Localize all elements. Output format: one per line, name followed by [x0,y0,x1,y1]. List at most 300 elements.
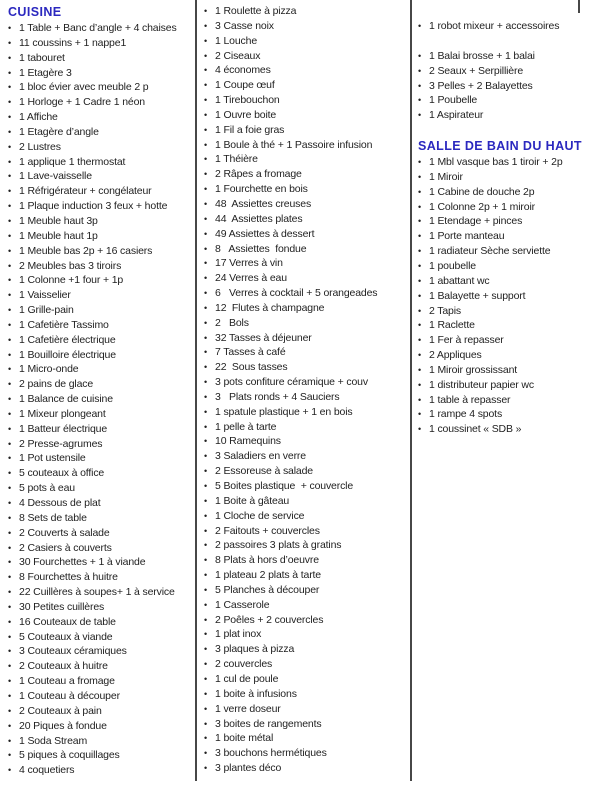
list-item [204,271,408,286]
bullet-icon: • [8,260,12,271]
bullet-icon: • [204,50,208,61]
list-item [204,479,408,494]
list-item [204,627,408,642]
bullet-icon: • [204,124,208,135]
list-item-text: 2 Lustres [19,140,61,153]
list-item-text: 1 Cafetière Tassimo [19,318,109,331]
bullet-icon: • [204,510,208,521]
list-item-text: 32 Tasses à déjeuner [215,331,312,344]
list-item-text: 2 Casiers à couverts [19,541,112,554]
bullet-icon: • [204,347,208,358]
list-item-text: 1 Affiche [19,111,58,124]
bullet-icon: • [418,95,422,106]
list-item [204,761,408,776]
list-item-text: 3 boites de rangements [215,717,322,730]
bullet-icon: • [204,228,208,239]
list-item-text: 2 passoires 3 plats à gratins [215,539,342,552]
list-item-text: 1 table à repasser [429,393,511,406]
list-item-text: 1 Micro-onde [19,363,79,376]
bullet-icon: • [8,171,12,182]
list-item [204,464,408,479]
bullet-icon: • [204,599,208,610]
bullet-icon: • [418,275,422,286]
list-item-text: 2 Bols [215,316,249,329]
bullet-icon: • [8,275,12,286]
bullet-icon: • [204,644,208,655]
list-item-text: 1 Aspirateur [429,109,484,122]
bullet-icon: • [8,557,12,568]
bullet-icon: • [418,201,422,212]
list-item-text: 3 Plats ronds + 4 Sauciers [215,390,340,403]
list-item-text: 1 Balance de cuisine [19,393,113,406]
list-item [8,585,194,600]
list-item-text: 2 Ciseaux [215,49,261,62]
bullet-icon: • [418,409,422,420]
list-item [8,451,194,466]
list-item [8,184,194,199]
bullet-icon: • [8,705,12,716]
list-item-text: 1 Cafetière électrique [19,333,116,346]
list-item-text: 5 Couteaux à viande [19,630,113,643]
list-item-text: 2 pains de glace [19,378,94,391]
list-item [204,301,408,316]
bullet-icon: • [204,629,208,640]
list-item [204,687,408,702]
list-item-text: 1 Casserole [215,598,270,611]
bullet-icon: • [8,141,12,152]
bullet-icon: • [204,421,208,432]
bullet-icon: • [8,423,12,434]
list-item-text: 3 Saladiers en verre [215,450,306,463]
bullet-icon: • [204,466,208,477]
bullet-icon: • [8,82,12,93]
list-item-text: 4 économes [215,64,271,77]
list-item-text: 2 Seaux + Serpillière [429,64,524,77]
bullet-icon: • [8,37,12,48]
list-item [8,199,194,214]
bullet-icon: • [418,80,422,91]
list-item [418,170,600,185]
bullet-icon: • [8,646,12,657]
list-item-text: 1 Soda Stream [19,734,88,747]
list-item [204,672,408,687]
list-item [204,4,408,19]
list-item [204,553,408,568]
list-item-text: 1 Fourchette en bois [215,183,308,196]
list-item-text: 5 couteaux à office [19,467,105,480]
list-item-text: 6 Verres à cocktail + 5 orangeades [215,287,378,300]
bullet-icon: • [204,198,208,209]
bullet-icon: • [204,317,208,328]
list-item [8,600,194,615]
list-item [8,496,194,511]
bullet-icon: • [418,290,422,301]
bullet-icon: • [8,364,12,375]
list-item-text: 3 Casse noix [215,19,274,32]
list-item [8,719,194,734]
bullet-icon: • [204,525,208,536]
bullet-icon: • [204,6,208,16]
list-item-text: 1 Etendage + pinces [429,215,523,228]
list-item [8,95,194,110]
bullet-icon: • [204,377,208,388]
list-item [8,21,194,36]
list-item-text: 1 Cloche de service [215,509,305,522]
list-item-text: 1 Raclette [429,319,475,332]
list-item [204,345,408,360]
list-item-text: 1 Fil a foie gras [215,123,285,136]
list-item-text: 1 Balai brosse + 1 balai [429,49,535,62]
bullet-icon: • [418,157,422,168]
bullet-icon: • [418,394,422,405]
list-item [8,155,194,170]
list-item [8,169,194,184]
list-item-text: 1 Miroir [429,170,463,183]
bullet-icon: • [8,201,12,212]
list-item-text: 12 Flutes à champagne [215,301,325,314]
list-item-text: 1 robot mixeur + accessoires [429,20,560,32]
list-item-text: 1 Miroir grossissant [429,363,518,376]
list-item-text: 8 Fourchettes à huitre [19,571,118,584]
list-item [418,289,600,304]
bullet-icon: • [8,215,12,226]
bullet-icon: • [8,720,12,731]
list-item [204,242,408,257]
list-item [8,377,194,392]
bullet-icon: • [418,364,422,375]
list-item [204,197,408,212]
list-item [204,509,408,524]
list-item-text: 3 plaques à pizza [215,643,295,656]
bullet-icon: • [204,659,208,670]
bullet-icon: • [204,748,208,759]
list-item [204,642,408,657]
list-item [204,138,408,153]
list-item-text: 1 Vaisselier [19,289,71,302]
bullet-icon: • [8,52,12,63]
list-item-text: 1 cul de poule [215,672,279,685]
bullet-icon: • [418,50,422,61]
list-item-text: 1 Meuble haut 1p [19,229,98,242]
list-item [8,630,194,645]
list-item [418,378,600,393]
bullet-icon: • [204,80,208,91]
list-item [204,123,408,138]
bullet-icon: • [204,495,208,506]
bullet-icon: • [204,555,208,566]
list-item [204,182,408,197]
list-item [204,583,408,598]
list-item-text: 1 Bouilloire électrique [19,348,116,361]
list-item-text: 8 Assiettes fondue [215,242,307,255]
list-item [204,167,408,182]
list-item-text: 44 Assiettes plates [215,212,303,225]
list-item-text: 2 Essoreuse à salade [215,465,313,478]
bullet-icon: • [8,750,12,761]
section-header: CUISINE [8,5,62,19]
list-item-text: 24 Verres à eau [215,272,287,285]
list-item-text: 1 distributeur papier wc [429,378,534,391]
list-item-text: 1 Meuble bas 2p + 16 casiers [19,244,153,257]
list-item [8,541,194,556]
bullet-icon: • [8,230,12,241]
list-item [204,212,408,227]
bullet-icon: • [418,320,422,331]
list-item [204,19,408,34]
table-border-stub [578,0,580,13]
bullet-icon: • [204,95,208,106]
list-item-text: 22 Cuillères à soupes+ 1 à service [19,586,175,599]
list-item [204,49,408,64]
bullet-icon: • [8,676,12,687]
bullet-icon: • [8,126,12,137]
bullet-icon: • [8,97,12,108]
list-item-text: 2 Râpes a fromage [215,168,302,181]
list-item-text: 2 Tapis [429,304,462,317]
list-item [8,674,194,689]
list-item [204,568,408,583]
list-item [204,360,408,375]
column-divider-left [195,0,197,781]
list-item-text: 1 rampe 4 spots [429,408,503,421]
list-item [204,78,408,93]
list-item [8,140,194,155]
list-item-text: 22 Sous tasses [215,361,288,374]
list-item [204,524,408,539]
bullet-icon: • [8,23,12,33]
list-item [8,555,194,570]
list-item [418,393,600,408]
list-item-text: 1 Tirebouchon [215,94,280,107]
list-item-text: 1 pelle à tarte [215,420,277,433]
list-item-text: 1 Table + Banc d’angle + 4 chaises [19,22,177,34]
list-item [8,570,194,585]
list-item-text: 4 Dessous de plat [19,497,101,509]
bullet-icon: • [204,332,208,343]
list-item-text: 11 coussins + 1 nappe1 [19,36,127,49]
list-item [418,363,600,378]
list-item [8,748,194,763]
list-item-text: 1 Couteau a fromage [19,675,115,688]
bullet-icon: • [8,290,12,301]
bullet-icon: • [204,673,208,684]
bullet-icon: • [8,394,12,405]
list-item-text: 1 Couteau à découper [19,689,120,702]
list-item-text: 1 Colonne 2p + 1 miroir [429,200,535,213]
list-item-text: 1 tabouret [19,51,65,64]
bullet-icon: • [204,451,208,462]
list-item-text: 49 Assiettes à dessert [215,227,315,240]
list-item-text: 5 piques à coquillages [19,749,120,762]
bullet-icon: • [204,540,208,551]
list-item-text: 1 Ouvre boite [215,108,277,121]
bullet-icon: • [8,305,12,316]
list-item [8,259,194,274]
list-item [8,526,194,541]
list-item-text: 7 Tasses à café [215,346,286,359]
list-item [204,331,408,346]
bullet-icon: • [8,601,12,612]
bullet-icon: • [204,258,208,269]
list-section [418,138,600,437]
list-item-text: 1 Mixeur plongeant [19,407,106,420]
bullet-icon: • [8,67,12,78]
list-item [204,731,408,746]
list-item-text: 1 Lave-vaisselle [19,170,92,183]
list-item-text: 2 Faitouts + couvercles [215,524,320,537]
list-item-text: 1 Cabine de douche 2p [429,185,535,198]
list-item [418,274,600,289]
bullet-icon: • [8,112,12,123]
list-item-text: 2 Couverts à salade [19,526,110,539]
list-item-text: 1 Poubelle [429,94,478,107]
list-item-text: 1 Batteur électrique [19,422,108,435]
list-item [204,494,408,509]
list-item-text: 1 bloc évier avec meuble 2 p [19,81,149,94]
list-item-text: 1 spatule plastique + 1 en bois [215,405,353,418]
list-item [418,19,600,34]
bullet-icon: • [204,406,208,417]
column-cuisine [8,0,194,778]
bullet-icon: • [204,718,208,729]
list-item-text: 1 Coupe œuf [215,79,275,92]
list-item-text: 1 boite métal [215,732,274,745]
list-item [8,80,194,95]
bullet-icon: • [8,156,12,167]
bullet-icon: • [204,570,208,581]
list-item-text: 1 Grille-pain [19,304,74,317]
list-item [204,717,408,732]
bullet-icon: • [8,334,12,345]
list-item-text: 2 Couteaux à huitre [19,660,108,673]
bullet-icon: • [8,735,12,746]
list-item [418,64,600,79]
bullet-icon: • [204,763,208,774]
list-item-text: 1 Colonne +1 four + 1p [19,274,124,287]
list-item [8,110,194,125]
list-item [204,375,408,390]
bullet-icon: • [8,438,12,449]
bullet-icon: • [8,690,12,701]
list-item [418,407,600,422]
bullet-icon: • [8,587,12,598]
list-item-text: 1 Réfrigérateur + congélateur [19,185,152,198]
list-item-text: 1 Balayette + support [429,289,526,302]
bullet-icon: • [8,527,12,538]
list-item-text: 1 Etagère d’angle [19,125,99,138]
bullet-icon: • [204,154,208,165]
bullet-icon: • [8,631,12,642]
bullet-icon: • [204,733,208,744]
list-item [204,434,408,449]
bullet-icon: • [418,424,422,435]
list-item-text: 2 Presse-agrumes [19,437,103,450]
list-item-text: 48 Assiettes creuses [215,197,312,210]
list-item-text: 1 Mbl vasque bas 1 tiroir + 2p [429,156,563,169]
list-section [418,49,600,123]
list-item [8,422,194,437]
list-item-text: 1 abattant wc [429,274,490,287]
list-item-text: 1 Etagère 3 [19,66,72,79]
list-item [8,36,194,51]
list-item-text: 1 Boule à thé + 1 Passoire infusion [215,138,373,151]
list-item-text: 2 Meubles bas 3 tiroirs [19,259,122,272]
list-item [204,286,408,301]
bullet-icon: • [418,171,422,182]
list-item [204,256,408,271]
bullet-icon: • [204,481,208,491]
list-item [8,392,194,407]
bullet-icon: • [8,498,12,508]
list-item-text: 17 Verres à vin [215,257,283,270]
bullet-icon: • [8,542,12,553]
list-item [418,93,600,108]
list-item [204,657,408,672]
list-item-text: 1 applique 1 thermostat [19,155,126,168]
list-item-text: 1 Louche [215,34,258,47]
bullet-icon: • [418,21,422,31]
bullet-icon: • [418,379,422,390]
list-item-text: 1 Pot ustensile [19,452,86,465]
list-item [8,333,194,348]
list-item-text: 1 Boite à gâteau [215,494,290,507]
bullet-icon: • [418,110,422,121]
bullet-icon: • [418,260,422,271]
bullet-icon: • [8,572,12,583]
list-item-text: 1 plat inox [215,628,262,641]
list-item [8,689,194,704]
list-item-text: 10 Ramequins [215,435,281,448]
list-item-text: 2 couvercles [215,658,273,671]
list-item [8,763,194,778]
section-header: SALLE DE BAIN DU HAUT [418,139,582,154]
list-item-text: 1 coussinet « SDB » [429,423,522,436]
bullet-icon: • [8,468,12,479]
list-item [8,466,194,481]
bullet-icon: • [8,245,12,256]
list-item [204,108,408,123]
list-item [8,659,194,674]
bullet-icon: • [8,453,12,464]
list-item [8,511,194,526]
list-item [204,405,408,420]
list-item [8,734,194,749]
list-item-text: 3 bouchons hermétiques [215,747,327,760]
list-item [418,304,600,319]
list-item [418,318,600,333]
bullet-icon: • [8,616,12,627]
column-cuisine-continued [204,0,408,776]
list-item-text: 3 Pelles + 2 Balayettes [429,79,533,92]
bullet-icon: • [8,661,12,672]
bullet-icon: • [204,273,208,284]
bullet-icon: • [418,216,422,227]
list-item [204,152,408,167]
list-item [418,422,600,437]
list-item [418,348,600,363]
bullet-icon: • [204,169,208,180]
list-item-text: 1 poubelle [429,259,476,272]
bullet-icon: • [418,350,422,361]
list-item-text: 5 Planches à découper [215,583,320,596]
list-item [418,214,600,229]
list-section [418,19,600,34]
bullet-icon: • [204,391,208,402]
list-item [418,79,600,94]
column-divider-right [410,0,412,781]
list-item [204,449,408,464]
list-item-text: 2 Appliques [429,349,482,362]
